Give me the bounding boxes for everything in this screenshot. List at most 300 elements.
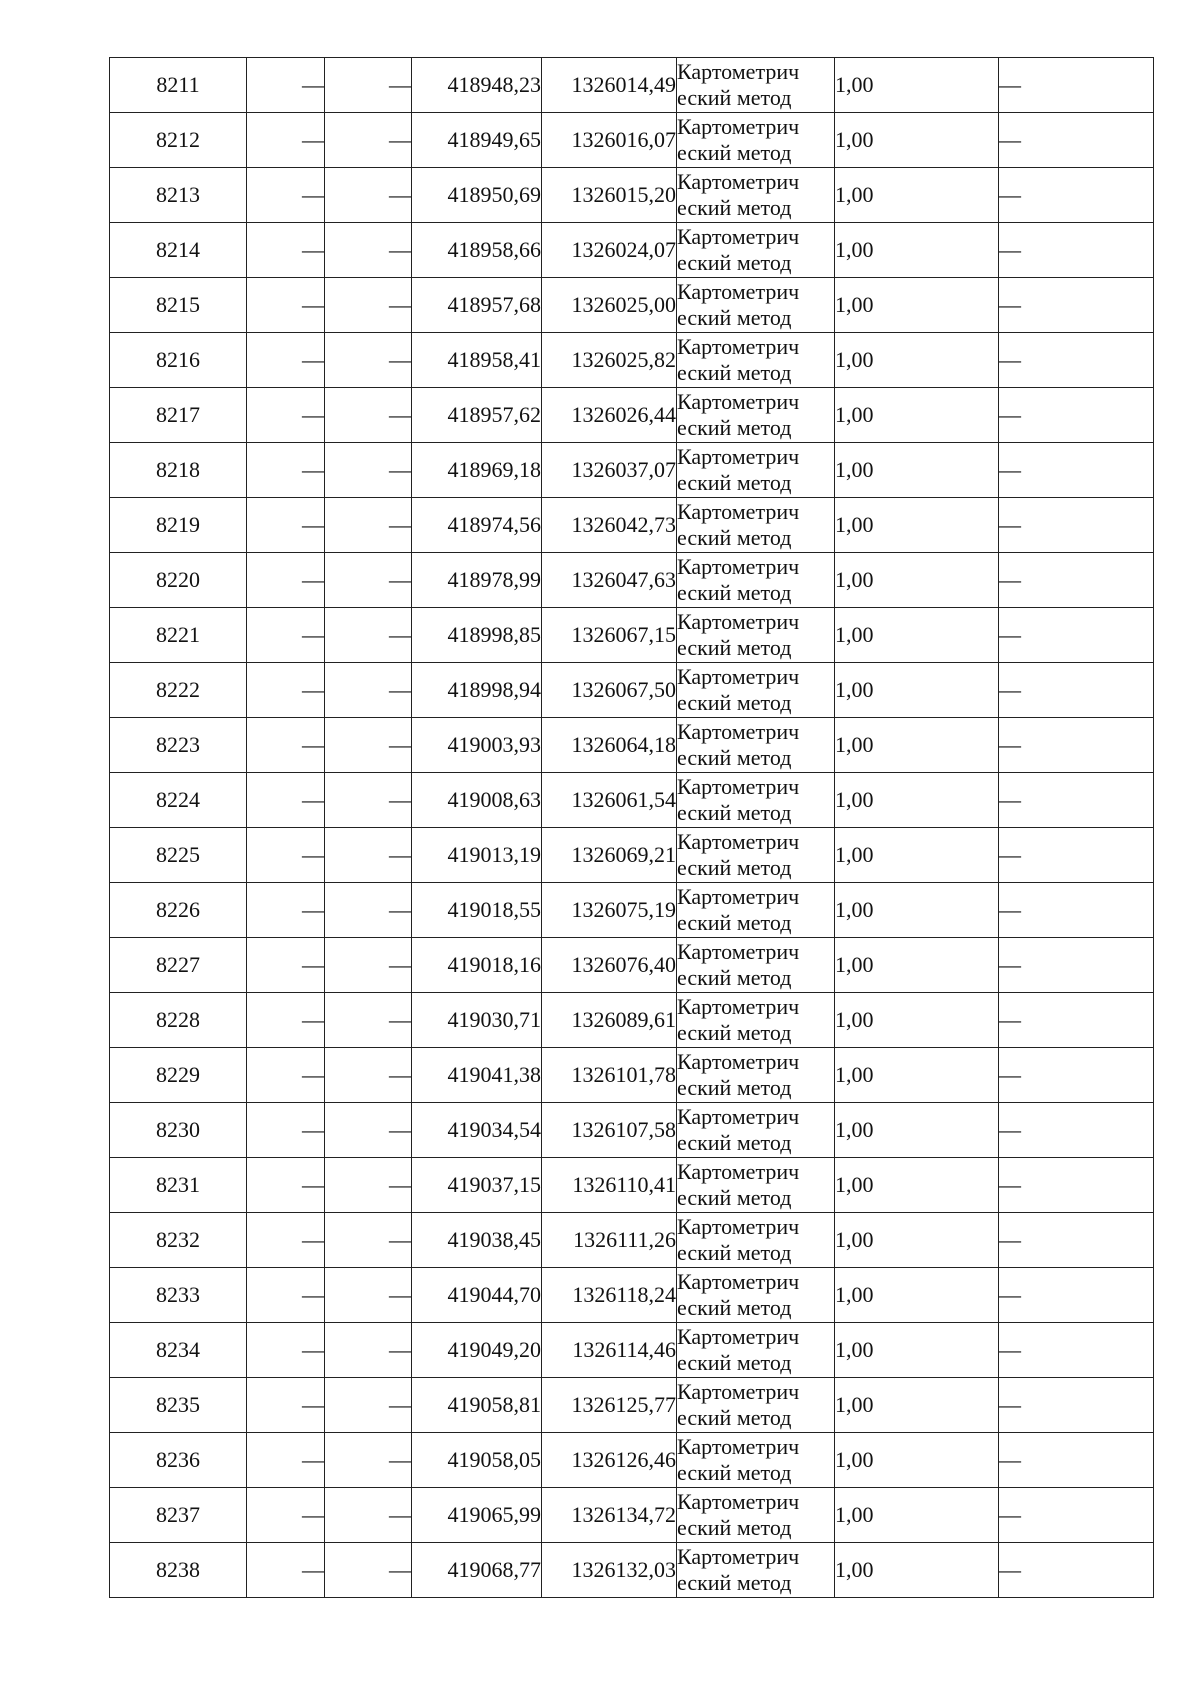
empty-value-cell: — xyxy=(325,773,412,828)
empty-value-cell: — xyxy=(325,113,412,168)
empty-value-cell: — xyxy=(325,388,412,443)
method-cell xyxy=(677,1543,835,1598)
point-number-cell: 8211 xyxy=(110,58,247,113)
method-text-line: еский метод xyxy=(677,305,792,330)
method-text-line: Картометрич xyxy=(677,829,800,854)
empty-value-cell: — xyxy=(247,168,325,223)
note-cell: — xyxy=(999,553,1154,608)
precision-cell: 1,00 xyxy=(835,498,999,553)
point-number-cell: 8221 xyxy=(110,608,247,663)
empty-value-cell: — xyxy=(247,1268,325,1323)
method-text-line: еский метод xyxy=(677,745,792,770)
table-row xyxy=(110,1213,1154,1268)
method-text-line: еский метод xyxy=(677,1350,792,1375)
x-coordinate-cell: 418998,85 xyxy=(412,608,542,663)
method-text-line: еский метод xyxy=(677,1570,792,1595)
x-coordinate-cell: 419018,16 xyxy=(412,938,542,993)
empty-value-cell: — xyxy=(247,773,325,828)
method-text-line: Картометрич xyxy=(677,1544,800,1569)
x-coordinate-cell: 418958,41 xyxy=(412,333,542,388)
y-coordinate-cell: 1326134,72 xyxy=(542,1488,677,1543)
precision-cell: 1,00 xyxy=(835,1158,999,1213)
point-number-cell: 8218 xyxy=(110,443,247,498)
method-text-line: Картометрич xyxy=(677,994,800,1019)
table-row xyxy=(110,828,1154,883)
y-coordinate-cell: 1326026,44 xyxy=(542,388,677,443)
table-row xyxy=(110,718,1154,773)
point-number-cell: 8238 xyxy=(110,1543,247,1598)
method-text-line: Картометрич xyxy=(677,609,800,634)
y-coordinate-cell: 1326118,24 xyxy=(542,1268,677,1323)
y-coordinate-cell: 1326014,49 xyxy=(542,58,677,113)
table-row xyxy=(110,883,1154,938)
note-cell: — xyxy=(999,1158,1154,1213)
point-number-cell: 8222 xyxy=(110,663,247,718)
empty-value-cell: — xyxy=(247,1048,325,1103)
point-number-cell: 8231 xyxy=(110,1158,247,1213)
y-coordinate-cell: 1326111,26 xyxy=(542,1213,677,1268)
note-cell: — xyxy=(999,388,1154,443)
method-text-line: еский метод xyxy=(677,1295,792,1320)
method-cell xyxy=(677,1103,835,1158)
precision-cell: 1,00 xyxy=(835,718,999,773)
precision-cell: 1,00 xyxy=(835,1048,999,1103)
y-coordinate-cell: 1326061,54 xyxy=(542,773,677,828)
point-number-cell: 8227 xyxy=(110,938,247,993)
x-coordinate-cell: 419065,99 xyxy=(412,1488,542,1543)
method-cell xyxy=(677,223,835,278)
precision-cell: 1,00 xyxy=(835,553,999,608)
empty-value-cell: — xyxy=(247,1433,325,1488)
precision-cell: 1,00 xyxy=(835,58,999,113)
method-cell xyxy=(677,1378,835,1433)
precision-cell: 1,00 xyxy=(835,443,999,498)
x-coordinate-cell: 419034,54 xyxy=(412,1103,542,1158)
method-text-line: еский метод xyxy=(677,415,792,440)
empty-value-cell: — xyxy=(247,608,325,663)
table-row xyxy=(110,168,1154,223)
method-text-line: Картометрич xyxy=(677,1434,800,1459)
method-cell xyxy=(677,883,835,938)
precision-cell: 1,00 xyxy=(835,168,999,223)
table-row xyxy=(110,498,1154,553)
point-number-cell: 8237 xyxy=(110,1488,247,1543)
precision-cell: 1,00 xyxy=(835,1213,999,1268)
point-number-cell: 8225 xyxy=(110,828,247,883)
method-cell xyxy=(677,1048,835,1103)
empty-value-cell: — xyxy=(325,883,412,938)
point-number-cell: 8214 xyxy=(110,223,247,278)
x-coordinate-cell: 419030,71 xyxy=(412,993,542,1048)
y-coordinate-cell: 1326132,03 xyxy=(542,1543,677,1598)
method-text-line: еский метод xyxy=(677,1240,792,1265)
empty-value-cell: — xyxy=(325,718,412,773)
y-coordinate-cell: 1326126,46 xyxy=(542,1433,677,1488)
precision-cell: 1,00 xyxy=(835,1268,999,1323)
method-cell xyxy=(677,58,835,113)
empty-value-cell: — xyxy=(247,388,325,443)
empty-value-cell: — xyxy=(325,828,412,883)
method-text-line: Картометрич xyxy=(677,169,800,194)
method-text-line: еский метод xyxy=(677,580,792,605)
precision-cell: 1,00 xyxy=(835,773,999,828)
precision-cell: 1,00 xyxy=(835,1103,999,1158)
method-text-line: Картометрич xyxy=(677,774,800,799)
point-number-cell: 8226 xyxy=(110,883,247,938)
precision-cell: 1,00 xyxy=(835,1543,999,1598)
table-row xyxy=(110,1103,1154,1158)
method-cell xyxy=(677,388,835,443)
method-cell xyxy=(677,443,835,498)
empty-value-cell: — xyxy=(247,498,325,553)
method-cell xyxy=(677,1158,835,1213)
y-coordinate-cell: 1326069,21 xyxy=(542,828,677,883)
precision-cell: 1,00 xyxy=(835,883,999,938)
table-row xyxy=(110,443,1154,498)
method-cell xyxy=(677,828,835,883)
y-coordinate-cell: 1326042,73 xyxy=(542,498,677,553)
x-coordinate-cell: 418958,66 xyxy=(412,223,542,278)
empty-value-cell: — xyxy=(325,1158,412,1213)
method-text-line: еский метод xyxy=(677,140,792,165)
empty-value-cell: — xyxy=(247,828,325,883)
precision-cell: 1,00 xyxy=(835,113,999,168)
empty-value-cell: — xyxy=(325,1213,412,1268)
x-coordinate-cell: 419018,55 xyxy=(412,883,542,938)
empty-value-cell: — xyxy=(325,993,412,1048)
note-cell: — xyxy=(999,333,1154,388)
empty-value-cell: — xyxy=(247,333,325,388)
point-number-cell: 8223 xyxy=(110,718,247,773)
empty-value-cell: — xyxy=(247,278,325,333)
note-cell: — xyxy=(999,718,1154,773)
table-row xyxy=(110,333,1154,388)
point-number-cell: 8229 xyxy=(110,1048,247,1103)
point-number-cell: 8224 xyxy=(110,773,247,828)
note-cell: — xyxy=(999,278,1154,333)
note-cell: — xyxy=(999,1433,1154,1488)
note-cell: — xyxy=(999,168,1154,223)
empty-value-cell: — xyxy=(325,58,412,113)
precision-cell: 1,00 xyxy=(835,1378,999,1433)
empty-value-cell: — xyxy=(247,1213,325,1268)
y-coordinate-cell: 1326075,19 xyxy=(542,883,677,938)
table-row xyxy=(110,223,1154,278)
method-text-line: Картометрич xyxy=(677,554,800,579)
note-cell: — xyxy=(999,1103,1154,1158)
empty-value-cell: — xyxy=(325,1378,412,1433)
y-coordinate-cell: 1326016,07 xyxy=(542,113,677,168)
table-body xyxy=(110,58,1154,1598)
note-cell: — xyxy=(999,1048,1154,1103)
precision-cell: 1,00 xyxy=(835,1488,999,1543)
x-coordinate-cell: 418974,56 xyxy=(412,498,542,553)
x-coordinate-cell: 418949,65 xyxy=(412,113,542,168)
x-coordinate-cell: 419068,77 xyxy=(412,1543,542,1598)
empty-value-cell: — xyxy=(247,223,325,278)
precision-cell: 1,00 xyxy=(835,993,999,1048)
point-number-cell: 8235 xyxy=(110,1378,247,1433)
x-coordinate-cell: 419003,93 xyxy=(412,718,542,773)
empty-value-cell: — xyxy=(247,1103,325,1158)
point-number-cell: 8236 xyxy=(110,1433,247,1488)
method-text-line: еский метод xyxy=(677,195,792,220)
method-cell xyxy=(677,1213,835,1268)
x-coordinate-cell: 419044,70 xyxy=(412,1268,542,1323)
point-number-cell: 8220 xyxy=(110,553,247,608)
method-text-line: еский метод xyxy=(677,470,792,495)
empty-value-cell: — xyxy=(247,1543,325,1598)
empty-value-cell: — xyxy=(247,58,325,113)
note-cell: — xyxy=(999,443,1154,498)
note-cell: — xyxy=(999,1213,1154,1268)
method-text-line: Картометрич xyxy=(677,389,800,414)
table-row xyxy=(110,1323,1154,1378)
x-coordinate-cell: 418957,68 xyxy=(412,278,542,333)
empty-value-cell: — xyxy=(247,553,325,608)
precision-cell: 1,00 xyxy=(835,388,999,443)
x-coordinate-cell: 419058,81 xyxy=(412,1378,542,1433)
table-row xyxy=(110,1048,1154,1103)
table-row xyxy=(110,663,1154,718)
method-cell xyxy=(677,498,835,553)
method-text-line: еский метод xyxy=(677,800,792,825)
method-text-line: Картометрич xyxy=(677,1104,800,1129)
y-coordinate-cell: 1326024,07 xyxy=(542,223,677,278)
precision-cell: 1,00 xyxy=(835,663,999,718)
note-cell: — xyxy=(999,608,1154,663)
y-coordinate-cell: 1326025,82 xyxy=(542,333,677,388)
method-text-line: Картометрич xyxy=(677,279,800,304)
x-coordinate-cell: 418950,69 xyxy=(412,168,542,223)
empty-value-cell: — xyxy=(325,1543,412,1598)
method-text-line: еский метод xyxy=(677,1515,792,1540)
method-cell xyxy=(677,938,835,993)
empty-value-cell: — xyxy=(325,608,412,663)
empty-value-cell: — xyxy=(325,1268,412,1323)
empty-value-cell: — xyxy=(325,663,412,718)
precision-cell: 1,00 xyxy=(835,938,999,993)
method-text-line: еский метод xyxy=(677,910,792,935)
table-row xyxy=(110,1378,1154,1433)
precision-cell: 1,00 xyxy=(835,223,999,278)
empty-value-cell: — xyxy=(325,333,412,388)
precision-cell: 1,00 xyxy=(835,1323,999,1378)
point-number-cell: 8212 xyxy=(110,113,247,168)
y-coordinate-cell: 1326076,40 xyxy=(542,938,677,993)
note-cell: — xyxy=(999,58,1154,113)
method-text-line: Картометрич xyxy=(677,1214,800,1239)
method-text-line: Картометрич xyxy=(677,224,800,249)
point-number-cell: 8219 xyxy=(110,498,247,553)
y-coordinate-cell: 1326067,50 xyxy=(542,663,677,718)
method-text-line: еский метод xyxy=(677,1075,792,1100)
method-cell xyxy=(677,663,835,718)
empty-value-cell: — xyxy=(247,1323,325,1378)
method-text-line: Картометрич xyxy=(677,1489,800,1514)
x-coordinate-cell: 418948,23 xyxy=(412,58,542,113)
empty-value-cell: — xyxy=(247,1378,325,1433)
method-cell xyxy=(677,773,835,828)
point-number-cell: 8230 xyxy=(110,1103,247,1158)
empty-value-cell: — xyxy=(247,1488,325,1543)
method-text-line: Картометрич xyxy=(677,884,800,909)
method-cell xyxy=(677,608,835,663)
note-cell: — xyxy=(999,498,1154,553)
table-row xyxy=(110,1488,1154,1543)
point-number-cell: 8233 xyxy=(110,1268,247,1323)
table-row xyxy=(110,113,1154,168)
y-coordinate-cell: 1326125,77 xyxy=(542,1378,677,1433)
empty-value-cell: — xyxy=(247,443,325,498)
note-cell: — xyxy=(999,828,1154,883)
method-cell xyxy=(677,1433,835,1488)
empty-value-cell: — xyxy=(325,1433,412,1488)
method-cell xyxy=(677,168,835,223)
y-coordinate-cell: 1326015,20 xyxy=(542,168,677,223)
empty-value-cell: — xyxy=(325,938,412,993)
point-number-cell: 8228 xyxy=(110,993,247,1048)
note-cell: — xyxy=(999,1488,1154,1543)
empty-value-cell: — xyxy=(325,168,412,223)
y-coordinate-cell: 1326067,15 xyxy=(542,608,677,663)
method-cell xyxy=(677,113,835,168)
method-text-line: Картометрич xyxy=(677,334,800,359)
precision-cell: 1,00 xyxy=(835,278,999,333)
precision-cell: 1,00 xyxy=(835,1433,999,1488)
note-cell: — xyxy=(999,883,1154,938)
method-cell xyxy=(677,1488,835,1543)
note-cell: — xyxy=(999,1543,1154,1598)
x-coordinate-cell: 419049,20 xyxy=(412,1323,542,1378)
table-row xyxy=(110,993,1154,1048)
method-cell xyxy=(677,278,835,333)
empty-value-cell: — xyxy=(247,1158,325,1213)
method-cell xyxy=(677,718,835,773)
empty-value-cell: — xyxy=(325,553,412,608)
x-coordinate-cell: 418998,94 xyxy=(412,663,542,718)
method-cell xyxy=(677,993,835,1048)
y-coordinate-cell: 1326047,63 xyxy=(542,553,677,608)
point-number-cell: 8213 xyxy=(110,168,247,223)
x-coordinate-cell: 419008,63 xyxy=(412,773,542,828)
empty-value-cell: — xyxy=(325,1323,412,1378)
y-coordinate-cell: 1326110,41 xyxy=(542,1158,677,1213)
empty-value-cell: — xyxy=(325,443,412,498)
method-text-line: еский метод xyxy=(677,1130,792,1155)
method-text-line: Картометрич xyxy=(677,59,800,84)
empty-value-cell: — xyxy=(325,1488,412,1543)
coordinates-table xyxy=(109,57,1154,1598)
table-row xyxy=(110,553,1154,608)
empty-value-cell: — xyxy=(247,663,325,718)
empty-value-cell: — xyxy=(325,1103,412,1158)
method-text-line: еский метод xyxy=(677,1185,792,1210)
precision-cell: 1,00 xyxy=(835,828,999,883)
method-text-line: Картометрич xyxy=(677,1379,800,1404)
method-cell xyxy=(677,1323,835,1378)
method-cell xyxy=(677,1268,835,1323)
note-cell: — xyxy=(999,993,1154,1048)
method-text-line: еский метод xyxy=(677,250,792,275)
empty-value-cell: — xyxy=(247,938,325,993)
empty-value-cell: — xyxy=(247,883,325,938)
note-cell: — xyxy=(999,223,1154,278)
table-row xyxy=(110,1158,1154,1213)
table-row xyxy=(110,278,1154,333)
table-row xyxy=(110,388,1154,443)
method-text-line: Картометрич xyxy=(677,1269,800,1294)
empty-value-cell: — xyxy=(247,993,325,1048)
note-cell: — xyxy=(999,1323,1154,1378)
empty-value-cell: — xyxy=(325,278,412,333)
point-number-cell: 8215 xyxy=(110,278,247,333)
method-text-line: еский метод xyxy=(677,525,792,550)
method-text-line: еский метод xyxy=(677,85,792,110)
method-text-line: еский метод xyxy=(677,1460,792,1485)
note-cell: — xyxy=(999,663,1154,718)
note-cell: — xyxy=(999,1378,1154,1433)
note-cell: — xyxy=(999,113,1154,168)
method-cell xyxy=(677,553,835,608)
y-coordinate-cell: 1326114,46 xyxy=(542,1323,677,1378)
method-text-line: Картометрич xyxy=(677,1159,800,1184)
y-coordinate-cell: 1326101,78 xyxy=(542,1048,677,1103)
table-row xyxy=(110,938,1154,993)
x-coordinate-cell: 418978,99 xyxy=(412,553,542,608)
note-cell: — xyxy=(999,773,1154,828)
y-coordinate-cell: 1326064,18 xyxy=(542,718,677,773)
x-coordinate-cell: 419037,15 xyxy=(412,1158,542,1213)
table-row xyxy=(110,1543,1154,1598)
table-row xyxy=(110,58,1154,113)
method-cell xyxy=(677,333,835,388)
method-text-line: еский метод xyxy=(677,690,792,715)
point-number-cell: 8232 xyxy=(110,1213,247,1268)
x-coordinate-cell: 419038,45 xyxy=(412,1213,542,1268)
precision-cell: 1,00 xyxy=(835,608,999,663)
x-coordinate-cell: 419041,38 xyxy=(412,1048,542,1103)
empty-value-cell: — xyxy=(325,498,412,553)
method-text-line: еский метод xyxy=(677,965,792,990)
empty-value-cell: — xyxy=(247,113,325,168)
point-number-cell: 8216 xyxy=(110,333,247,388)
method-text-line: Картометрич xyxy=(677,114,800,139)
empty-value-cell: — xyxy=(247,718,325,773)
empty-value-cell: — xyxy=(325,1048,412,1103)
table-row xyxy=(110,608,1154,663)
method-text-line: Картометрич xyxy=(677,664,800,689)
x-coordinate-cell: 418969,18 xyxy=(412,443,542,498)
method-text-line: Картометрич xyxy=(677,1049,800,1074)
method-text-line: Картометрич xyxy=(677,499,800,524)
method-text-line: Картометрич xyxy=(677,1324,800,1349)
y-coordinate-cell: 1326025,00 xyxy=(542,278,677,333)
empty-value-cell: — xyxy=(325,223,412,278)
method-text-line: еский метод xyxy=(677,1405,792,1430)
method-text-line: еский метод xyxy=(677,360,792,385)
point-number-cell: 8217 xyxy=(110,388,247,443)
method-text-line: еский метод xyxy=(677,855,792,880)
table-row xyxy=(110,1268,1154,1323)
point-number-cell: 8234 xyxy=(110,1323,247,1378)
x-coordinate-cell: 419013,19 xyxy=(412,828,542,883)
y-coordinate-cell: 1326107,58 xyxy=(542,1103,677,1158)
method-text-line: еский метод xyxy=(677,635,792,660)
method-text-line: еский метод xyxy=(677,1020,792,1045)
note-cell: — xyxy=(999,938,1154,993)
y-coordinate-cell: 1326037,07 xyxy=(542,443,677,498)
